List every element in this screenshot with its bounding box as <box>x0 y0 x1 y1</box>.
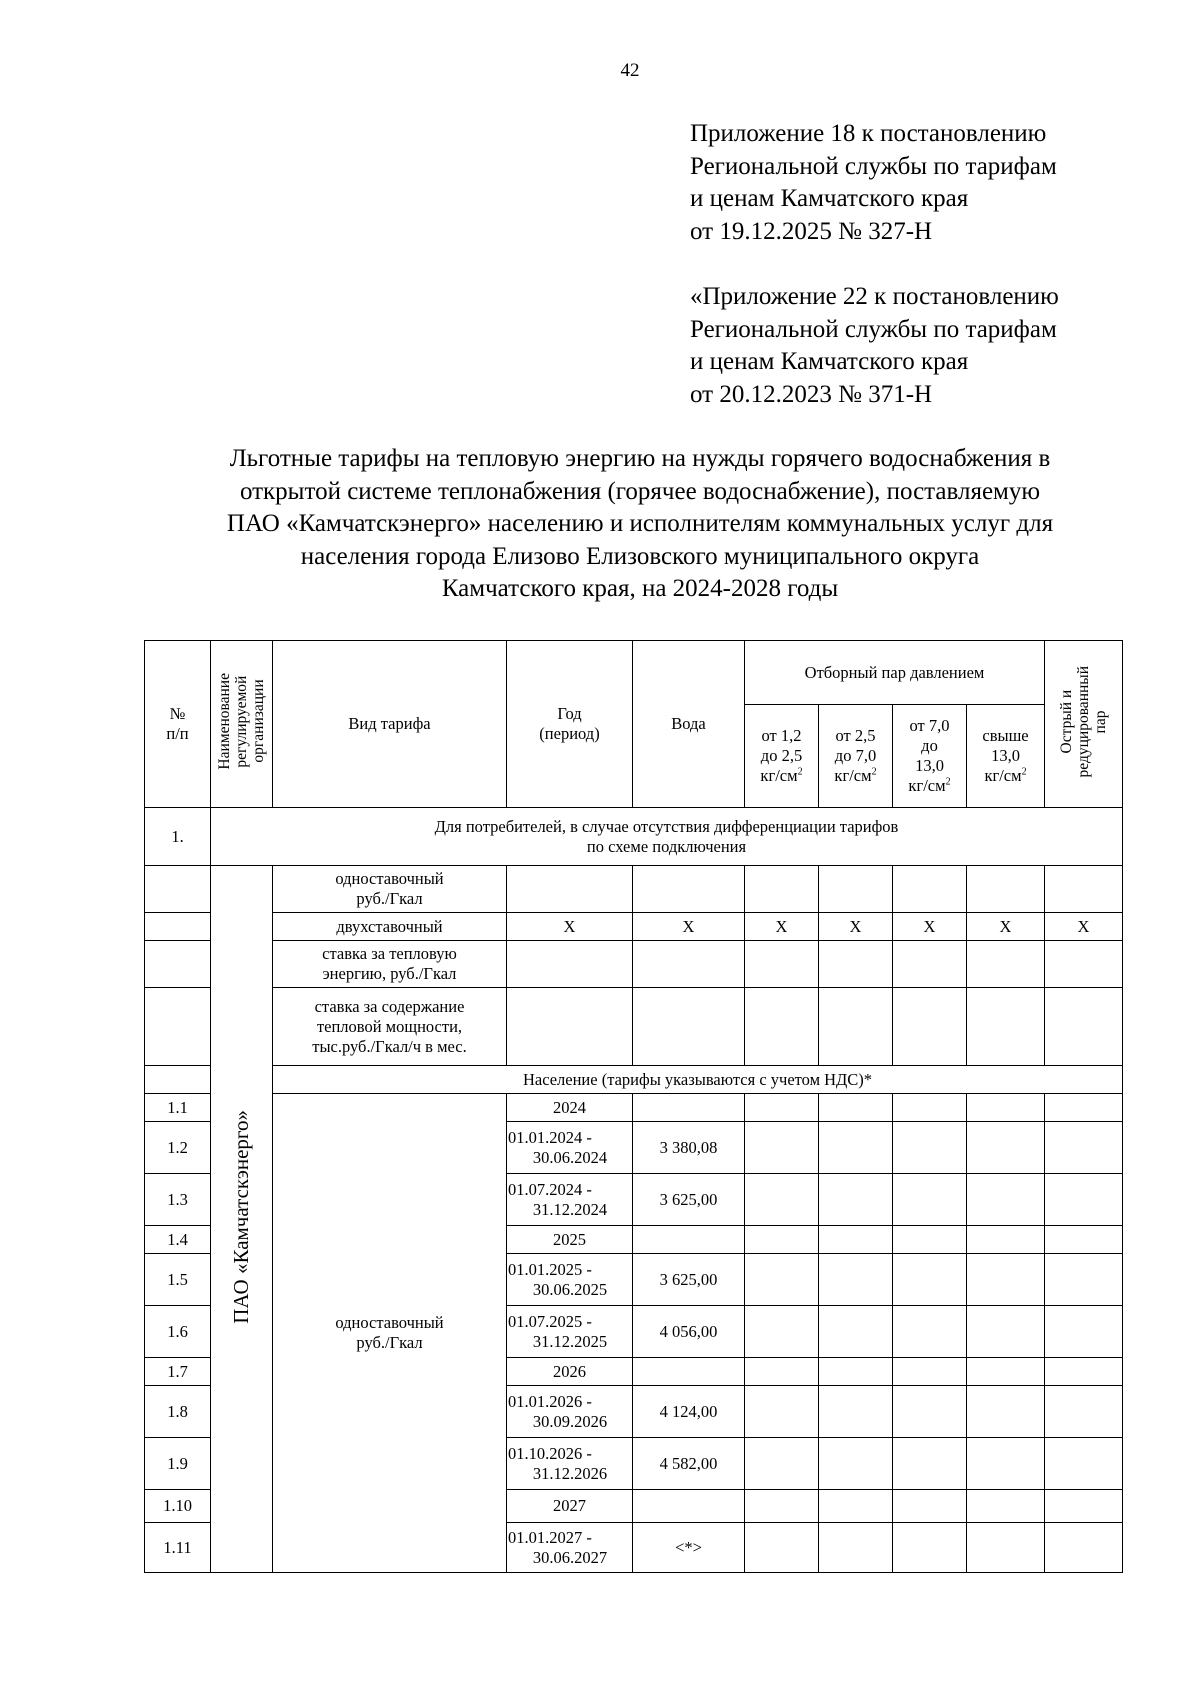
water-value <box>633 1490 745 1523</box>
period-year: 2026 <box>507 1358 633 1386</box>
row-num: 1.8 <box>145 1386 211 1438</box>
cell <box>633 866 745 913</box>
cell <box>893 1226 967 1254</box>
cell <box>745 1174 819 1226</box>
row-num-empty <box>145 866 211 913</box>
water-value: 4 582,00 <box>633 1438 745 1490</box>
header-sup: 2 <box>797 766 803 778</box>
header-steam-1 <box>745 705 819 808</box>
tariff-text: руб./Гкал <box>356 1333 423 1352</box>
cell <box>1045 1358 1123 1386</box>
header-year <box>507 641 633 808</box>
cell <box>819 941 893 988</box>
header-text: пар <box>1092 710 1110 733</box>
cell <box>1045 1386 1123 1438</box>
appendix-line: Региональной службы по тарифам <box>690 152 1057 180</box>
x-cell: Х <box>507 913 633 941</box>
header-text: от 7,0 <box>909 716 950 735</box>
section-label <box>211 808 1123 866</box>
header-text: от 2,5 <box>835 726 876 745</box>
row-num: 1.5 <box>145 1254 211 1306</box>
header-sharp-steam <box>1045 641 1123 808</box>
header-steam-group: Отборный пар давлением <box>745 641 1045 705</box>
document-title <box>120 443 1160 606</box>
cell <box>819 1358 893 1386</box>
header-tariff-type: Вид тарифа <box>273 641 507 808</box>
header-num <box>145 641 211 808</box>
x-cell: Х <box>1045 913 1123 941</box>
cell <box>967 1094 1045 1122</box>
cell <box>745 1438 819 1490</box>
tariff-text: руб./Гкал <box>356 889 423 908</box>
water-value <box>633 1094 745 1122</box>
cell <box>893 1358 967 1386</box>
appendix-previous <box>690 281 1170 411</box>
header-text: Год <box>557 704 582 723</box>
period-range <box>507 1254 633 1306</box>
period-text: 30.06.2025 <box>532 1279 608 1299</box>
cell <box>967 1174 1045 1226</box>
org-name-text: ПАО «Камчатскэнерго» <box>229 1109 253 1324</box>
header-text: до <box>921 736 938 755</box>
cell <box>893 1094 967 1122</box>
cell <box>1045 866 1123 913</box>
x-cell: Х <box>967 913 1045 941</box>
section-num: 1. <box>145 808 211 866</box>
header-sharp-text <box>1058 666 1109 777</box>
header-water: Вода <box>633 641 745 808</box>
population-label: Население (тарифы указываются с учетом НДС)* <box>273 1066 1123 1094</box>
cell <box>967 1306 1045 1358</box>
cell <box>819 1490 893 1523</box>
header-text: редуцированный <box>1075 665 1093 778</box>
cell <box>819 1122 893 1174</box>
water-value <box>633 1226 745 1254</box>
cell <box>819 866 893 913</box>
cell <box>507 988 633 1066</box>
tariff-table <box>144 640 1123 1573</box>
cell <box>967 1523 1045 1573</box>
cell <box>1045 1254 1123 1306</box>
cell <box>1045 1226 1123 1254</box>
cell <box>819 1386 893 1438</box>
period-text: 30.09.2026 <box>532 1411 608 1431</box>
cell <box>1045 941 1123 988</box>
cell <box>745 988 819 1066</box>
cell <box>893 1490 967 1523</box>
row-num: 1.10 <box>145 1490 211 1523</box>
water-value: <*> <box>633 1523 745 1573</box>
cell <box>893 866 967 913</box>
cell <box>967 1358 1045 1386</box>
cell <box>633 988 745 1066</box>
cell <box>1045 1174 1123 1226</box>
appendix-line: от 20.12.2023 № 371-Н <box>690 380 933 408</box>
header-text: от 1,2 <box>761 726 802 745</box>
title-line: Камчатского края, на 2024-2028 годы <box>441 575 839 602</box>
tariff-text: тепловой мощности, <box>316 1016 463 1036</box>
header-text: до 7,0 <box>834 746 877 765</box>
header-steam-2 <box>819 705 893 808</box>
cell <box>819 988 893 1066</box>
cell <box>893 941 967 988</box>
cell <box>1045 1094 1123 1122</box>
x-cell: Х <box>893 913 967 941</box>
period-text: 31.12.2026 <box>532 1463 608 1483</box>
cell <box>819 1094 893 1122</box>
cell <box>893 1306 967 1358</box>
appendix-line: Региональной службы по тарифам <box>690 315 1057 343</box>
cell <box>507 866 633 913</box>
header-org-text <box>216 673 267 770</box>
cell <box>967 1438 1045 1490</box>
header-steam-3 <box>893 705 967 808</box>
period-range <box>507 1174 633 1226</box>
period-text: 01.01.2024 - <box>508 1127 592 1147</box>
water-value: 4 056,00 <box>633 1306 745 1358</box>
cell <box>745 1490 819 1523</box>
cell <box>507 941 633 988</box>
org-name <box>211 866 273 1573</box>
header-sup: 2 <box>945 776 951 788</box>
period-text: 01.07.2024 - <box>508 1179 592 1199</box>
cell <box>745 1358 819 1386</box>
cell <box>1045 1438 1123 1490</box>
period-text: 01.10.2026 - <box>508 1443 592 1463</box>
header-text: 13,0 <box>991 746 1020 765</box>
header-text: кг/см <box>984 766 1022 785</box>
row-num: 1.2 <box>145 1122 211 1174</box>
title-line: ПАО «Камчатскэнерго» населению и исполнителям коммунальных услуг для <box>226 510 1054 537</box>
cell <box>967 1122 1045 1174</box>
title-line: открытой системе теплонабжения (горячее водоснабжение), поставляемую <box>239 477 1041 505</box>
row-num-empty <box>145 988 211 1066</box>
period-range <box>507 1523 633 1573</box>
cell <box>819 1438 893 1490</box>
cell <box>893 1122 967 1174</box>
cell <box>1045 1490 1123 1523</box>
period-range <box>507 1122 633 1174</box>
population-tariff-type <box>273 1094 507 1573</box>
header-text: Острый и <box>1058 689 1076 754</box>
row-num: 1.4 <box>145 1226 211 1254</box>
header-text: 13,0 <box>915 756 944 775</box>
cell <box>967 1254 1045 1306</box>
header-sup: 2 <box>871 766 877 778</box>
period-year: 2027 <box>507 1490 633 1523</box>
period-text: 31.12.2024 <box>532 1199 608 1219</box>
cell <box>745 1226 819 1254</box>
header-text: п/п <box>166 724 189 743</box>
header-steam-4 <box>967 705 1045 808</box>
title-line: населения города Елизово Елизовского муниципального округа <box>300 542 980 570</box>
appendix-line: «Приложение 22 к постановлению <box>690 283 1059 310</box>
water-value: 3 625,00 <box>633 1174 745 1226</box>
cell <box>967 941 1045 988</box>
cell <box>967 988 1045 1066</box>
period-text: 30.06.2027 <box>532 1547 608 1567</box>
cell <box>893 988 967 1066</box>
tariff-type-single <box>273 866 507 913</box>
row-num: 1.3 <box>145 1174 211 1226</box>
tariff-text: одноставочный <box>335 1313 444 1332</box>
cell <box>633 941 745 988</box>
section-text: Для потребителей, в случае отсутствия дифференциации тарифов <box>434 816 899 836</box>
tariff-type-capacity-rate <box>273 988 507 1066</box>
period-range <box>507 1386 633 1438</box>
period-text: 01.01.2027 - <box>508 1527 592 1547</box>
tariff-text: ставка за тепловую <box>322 944 457 963</box>
section-text: по схеме подключения <box>586 836 747 856</box>
tariff-text: ставка за содержание <box>314 996 465 1016</box>
cell <box>893 1438 967 1490</box>
header-text: регулируемой <box>233 675 250 768</box>
header-text: кг/см <box>908 776 946 795</box>
row-num: 1.11 <box>145 1523 211 1573</box>
row-num: 1.1 <box>145 1094 211 1122</box>
x-cell: Х <box>819 913 893 941</box>
x-cell: Х <box>745 913 819 941</box>
row-num: 1.9 <box>145 1438 211 1490</box>
cell <box>819 1226 893 1254</box>
appendix-line: и ценам Камчатского края <box>690 185 969 212</box>
tariff-type-two-part: двухставочный <box>273 913 507 941</box>
cell <box>819 1306 893 1358</box>
period-range <box>507 1306 633 1358</box>
cell <box>819 1254 893 1306</box>
page-number: 42 <box>620 60 640 81</box>
cell <box>893 1386 967 1438</box>
title-line: Льготные тарифы на тепловую энергию на нужды горячего водоснабжения в <box>229 445 1051 472</box>
period-year: 2025 <box>507 1226 633 1254</box>
period-text: 31.12.2025 <box>532 1331 608 1351</box>
period-range <box>507 1438 633 1490</box>
row-num-empty <box>145 1066 211 1094</box>
header-sup: 2 <box>1021 766 1027 778</box>
row-num-empty <box>145 913 211 941</box>
cell <box>745 1094 819 1122</box>
header-text: организации <box>250 679 267 764</box>
cell <box>745 1386 819 1438</box>
cell <box>1045 1306 1123 1358</box>
water-value: 4 124,00 <box>633 1386 745 1438</box>
cell <box>1045 988 1123 1066</box>
cell <box>893 1254 967 1306</box>
tariff-text: тыс.руб./Гкал/ч в мес. <box>312 1036 467 1056</box>
cell <box>745 941 819 988</box>
cell <box>745 866 819 913</box>
x-cell: Х <box>633 913 745 941</box>
header-text: кг/см <box>760 766 798 785</box>
cell <box>1045 1523 1123 1573</box>
header-text: до 2,5 <box>760 746 803 765</box>
cell <box>967 1226 1045 1254</box>
cell <box>819 1523 893 1573</box>
tariff-text: энергию, руб./Гкал <box>322 964 457 983</box>
water-value: 3 625,00 <box>633 1254 745 1306</box>
appendix-line: и ценам Камчатского края <box>690 348 969 375</box>
cell <box>893 1523 967 1573</box>
header-text: свыше <box>982 726 1029 745</box>
period-text: 01.07.2025 - <box>508 1311 592 1331</box>
appendix-line: Приложение 18 к постановлению <box>690 120 1047 147</box>
period-text: 01.01.2025 - <box>508 1259 592 1279</box>
cell <box>745 1523 819 1573</box>
header-text: кг/см <box>834 766 872 785</box>
appendix-line: от 19.12.2025 № 327-Н <box>690 217 933 245</box>
header-text: (период) <box>539 724 600 743</box>
cell <box>745 1122 819 1174</box>
cell <box>893 1174 967 1226</box>
cell <box>745 1254 819 1306</box>
water-value <box>633 1358 745 1386</box>
row-num: 1.7 <box>145 1358 211 1386</box>
cell <box>745 1306 819 1358</box>
row-num: 1.6 <box>145 1306 211 1358</box>
tariff-text: одноставочный <box>335 869 444 888</box>
cell <box>967 866 1045 913</box>
header-text: Наименование <box>216 673 233 770</box>
cell <box>1045 1122 1123 1174</box>
header-text: № <box>169 704 186 723</box>
cell <box>819 1174 893 1226</box>
header-org <box>211 641 273 808</box>
tariff-type-energy-rate <box>273 941 507 988</box>
appendix-current <box>690 118 1170 248</box>
row-num-empty <box>145 941 211 988</box>
water-value: 3 380,08 <box>633 1122 745 1174</box>
cell <box>967 1490 1045 1523</box>
period-year: 2024 <box>507 1094 633 1122</box>
period-text: 01.01.2026 - <box>508 1391 592 1411</box>
cell <box>967 1386 1045 1438</box>
period-text: 30.06.2024 <box>532 1147 608 1167</box>
